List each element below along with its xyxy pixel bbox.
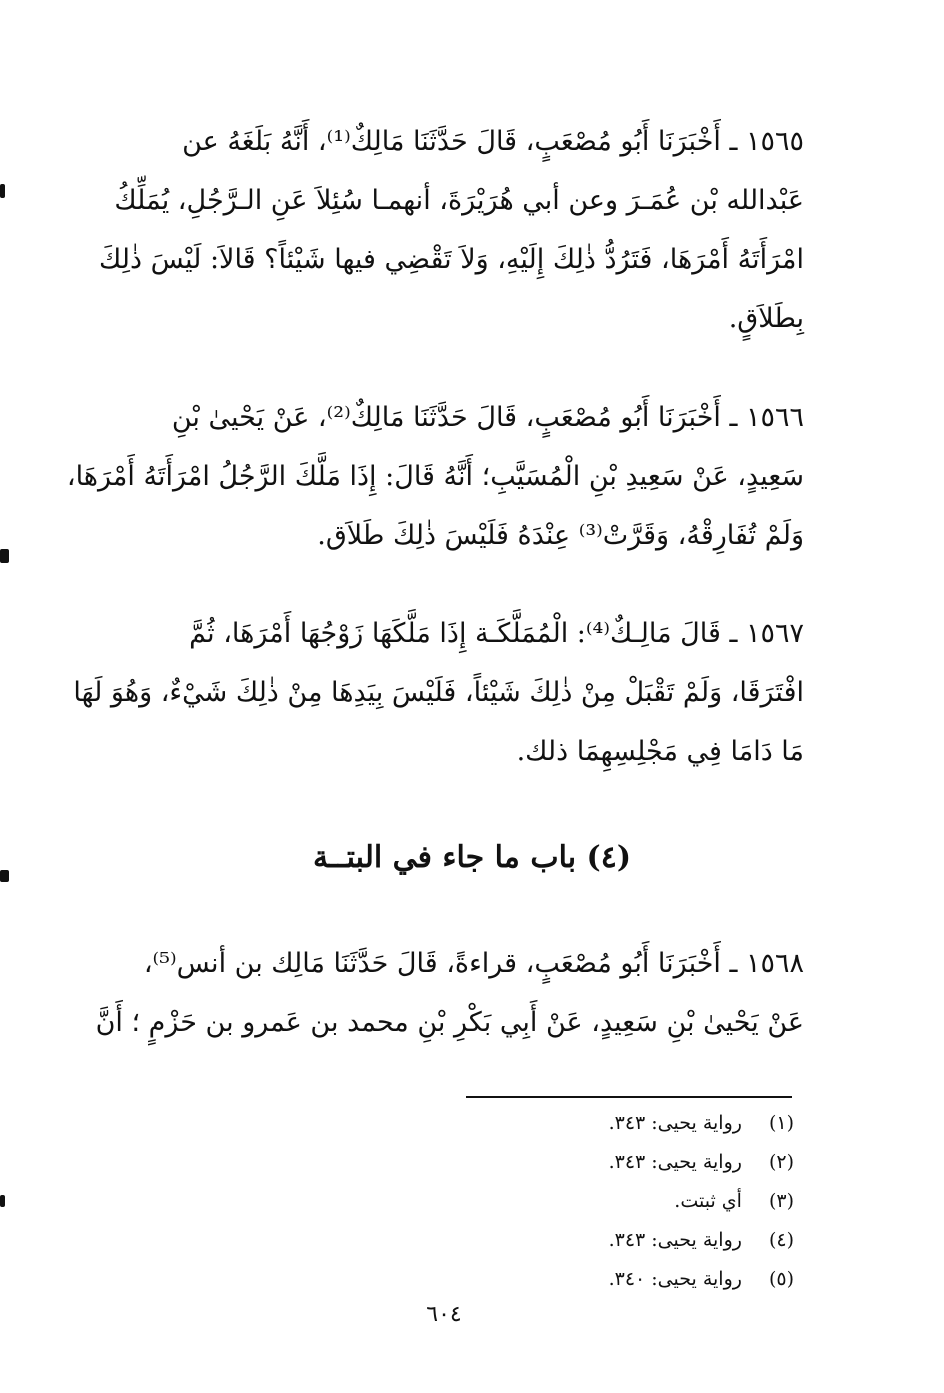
scan-edge-mark bbox=[0, 870, 9, 882]
footnote bbox=[394, 1104, 794, 1143]
footnote-number: (١) bbox=[768, 1112, 794, 1134]
text-line: مَا دَامَا فِي مَجْلِسِهِمَا ذلك. bbox=[516, 736, 804, 767]
text-line: امْرَأَتَهُ أَمْرَهَا، فَتَرُدُّ ذٰلِكَ إِلَيْهِ، وَلاَ تَقْضِي فيها شَيْئاً؟ قَالاَ: لَيْسَ ذٰلِكَ bbox=[98, 244, 804, 275]
footnote bbox=[394, 1143, 794, 1182]
text-line: ١٥٦٧ ـ قَالَ مَالِـكٌ⁽⁴⁾: الْمُمَلَّكَـة إِذَا مَلَّكَهَا زَوْجُهَا أَمْرَهَا، ثُمَّ bbox=[189, 618, 804, 649]
footnotes bbox=[394, 1104, 794, 1299]
footnote bbox=[394, 1182, 794, 1221]
text-line: ١٥٦٦ ـ أَخْبَرَنَا أَبُو مُصْعَبٍ، قَالَ حَدَّثَنَا مَالِكٌ⁽²⁾، عَنْ يَحْيىٰ بْنِ bbox=[171, 402, 804, 433]
footnote-number: (٤) bbox=[768, 1229, 794, 1251]
scan-edge-mark bbox=[0, 1195, 5, 1207]
hadith-1565 bbox=[98, 112, 804, 348]
footnote-text: رواية يحيى: ٣٤٠. bbox=[608, 1268, 742, 1290]
footnote-text: رواية يحيى: ٣٤٣. bbox=[608, 1112, 742, 1134]
page-number: ٦٠٤ bbox=[426, 1302, 462, 1327]
footnote-number: (٥) bbox=[768, 1268, 794, 1290]
text-line: افْتَرَقَا، وَلَمْ تَقْبَلْ مِنْ ذٰلِكَ شَيْئاً، فَلَيْسَ بِيَدِهَا مِنْ ذٰلِكَ شَيْءٌ، وَهُوَ لَهَا bbox=[73, 677, 804, 708]
footnote-number: (٣) bbox=[768, 1190, 794, 1212]
hadith-1568 bbox=[95, 934, 804, 1052]
text-line: سَعِيدٍ، عَنْ سَعِيدِ بْنِ الْمُسَيَّبِ؛ أَنَّهُ قَالَ: إِذَا مَلَّكَ الرَّجُلُ امْرَأَتَهُ أَمْرَهَا، bbox=[66, 461, 804, 492]
text-line: عَنْ يَحْيىٰ بْنِ سَعِيدٍ، عَنْ أَبِي بَكْرِ بْنِ محمد بن عَمرو بن حَزْمٍ ؛ أَنَّ bbox=[95, 1007, 804, 1038]
hadith-1566 bbox=[66, 388, 804, 565]
hadith-1567 bbox=[73, 604, 804, 781]
footnote-number: (٢) bbox=[768, 1151, 794, 1173]
footnote-divider bbox=[466, 1096, 792, 1098]
text-line: عَبْدالله بْن عُمَـرَ وعن أبي هُرَيْرَةَ، أنهمـا سُئِلاَ عَنِ الـرَّجُلِ، يُمَلِّكُ bbox=[114, 185, 804, 216]
text-line: ١٥٦٨ ـ أَخْبَرَنَا أَبُو مُصْعَبٍ، قراءةً، قَالَ حَدَّثَنَا مَالِك بن أنس⁽⁵⁾، bbox=[143, 948, 804, 979]
footnote bbox=[394, 1260, 794, 1299]
text-line: بِطَلاَقٍ. bbox=[728, 303, 804, 334]
scan-edge-mark bbox=[0, 549, 9, 563]
footnote-text: رواية يحيى: ٣٤٣. bbox=[608, 1151, 742, 1173]
chapter-heading: (٤) باب ما جاء في البتــة bbox=[312, 840, 632, 875]
text-line: ١٥٦٥ ـ أَخْبَرَنَا أَبُو مُصْعَبٍ، قَالَ حَدَّثَنَا مَالِكٌ⁽¹⁾، أَنَّهُ بَلَغَهُ عن bbox=[182, 126, 804, 157]
footnote-text: رواية يحيى: ٣٤٣. bbox=[608, 1229, 742, 1251]
footnote-text: أي ثبتت. bbox=[674, 1190, 742, 1212]
footnote bbox=[394, 1221, 794, 1260]
text-line: وَلَمْ تُفَارِقْهُ، وَقَرَّتْ⁽³⁾ عِنْدَهُ فَلَيْسَ ذٰلِكَ طَلاَق. bbox=[317, 520, 804, 551]
scan-edge-mark bbox=[0, 184, 5, 198]
